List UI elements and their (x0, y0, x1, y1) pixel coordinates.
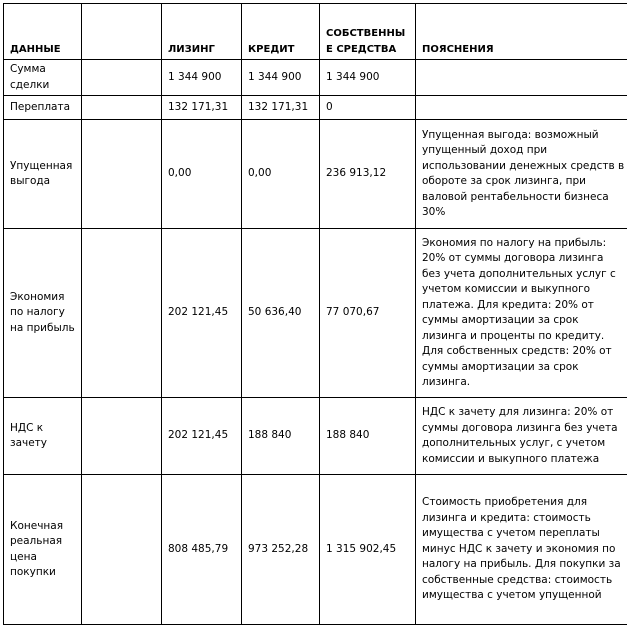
cell-credit: 0,00 (242, 120, 320, 229)
header-credit: КРЕДИТ (242, 4, 320, 60)
cell-own-funds: 77 070,67 (320, 229, 416, 398)
cell-credit: 188 840 (242, 398, 320, 475)
header-leasing: ЛИЗИНГ (162, 4, 242, 60)
row-blank (82, 96, 162, 120)
table-row (4, 475, 627, 625)
cell-leasing: 0,00 (162, 120, 242, 229)
cell-own-funds: 236 913,12 (320, 120, 416, 229)
leasing-comparison-table (3, 3, 627, 625)
cell-credit: 1 344 900 (242, 60, 320, 96)
table-row (4, 120, 627, 229)
cell-leasing: 202 121,45 (162, 398, 242, 475)
cell-credit: 973 252,28 (242, 475, 320, 625)
table-header-row (4, 4, 627, 60)
cell-note: Упущенная выгода: возможный упущенный доход при использовании денежных средств в обороте за срок лизинга, при валовой рентабельности бизнеса 30% (416, 120, 627, 229)
cell-leasing: 808 485,79 (162, 475, 242, 625)
table-row (4, 60, 627, 96)
row-blank (82, 475, 162, 625)
cell-credit: 132 171,31 (242, 96, 320, 120)
cell-own-funds: 1 344 900 (320, 60, 416, 96)
table-row (4, 398, 627, 475)
row-label: Переплата (4, 96, 82, 120)
cell-note (416, 96, 627, 120)
cell-credit: 50 636,40 (242, 229, 320, 398)
header-notes: ПОЯСНЕНИЯ (416, 4, 627, 60)
cell-note: Экономия по налогу на прибыль: 20% от суммы договора лизинга без учета дополнительных услуг с учетом комиссии и выкупного платежа. Для кредита: 20% от суммы амортизации за срок лизинга и проценты по кредиту. Для собственных средств: 20% от суммы амортизации за срок лизинга. (416, 229, 627, 398)
cell-leasing: 1 344 900 (162, 60, 242, 96)
cell-leasing: 132 171,31 (162, 96, 242, 120)
row-blank (82, 120, 162, 229)
table-row (4, 96, 627, 120)
row-label: Конечная реальная цена покупки (4, 475, 82, 625)
row-label: Экономия по налогу на прибыль (4, 229, 82, 398)
header-own-funds: СОБСТВЕННЫЕ СРЕДСТВА (320, 4, 416, 60)
cell-note (416, 60, 627, 96)
row-blank (82, 60, 162, 96)
row-label: Упущенная выгода (4, 120, 82, 229)
cell-own-funds: 188 840 (320, 398, 416, 475)
cell-note: НДС к зачету для лизинга: 20% от суммы договора лизинга без учета дополнительных услуг, с учетом комиссии и выкупного платежа (416, 398, 627, 475)
cell-own-funds: 1 315 902,45 (320, 475, 416, 625)
cell-leasing: 202 121,45 (162, 229, 242, 398)
header-data: ДАННЫЕ (4, 4, 82, 60)
row-blank (82, 398, 162, 475)
row-blank (82, 229, 162, 398)
cell-own-funds: 0 (320, 96, 416, 120)
cell-note: Стоимость приобретения для лизинга и кредита: стоимость имущества с учетом переплаты минус НДС к зачету и экономия по налогу на прибыль. Для покупки за собственные средства: стоимость имущества с учетом упущенной (416, 475, 627, 625)
header-blank (82, 4, 162, 60)
row-label: НДС к зачету (4, 398, 82, 475)
row-label: Сумма сделки (4, 60, 82, 96)
table-row (4, 229, 627, 398)
